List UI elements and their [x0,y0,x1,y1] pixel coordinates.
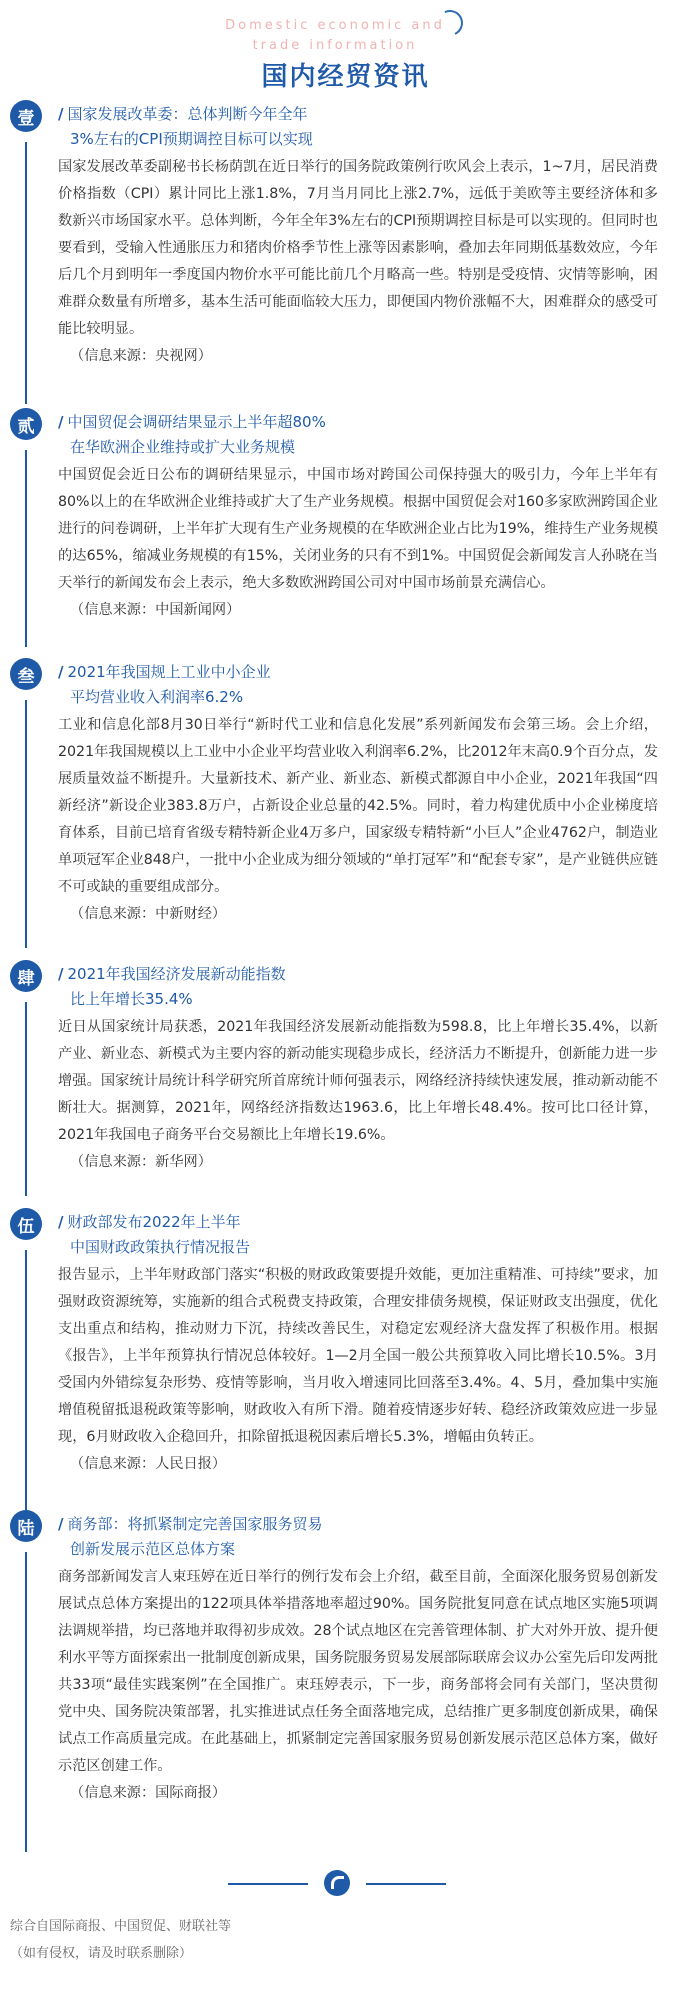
timeline-line [25,1002,27,1196]
timeline-line [25,450,27,647]
section-body-text: 工业和信息化部8月30日举行“新时代工业和信息化发展”系列新闻发布会第三场。会上介绍，2021年我国规模以上工业中小企业平均营业收入利润率6.2%，比2012年末高0.9个百分点，发展质量效益不断提升。大量新技术、新产业、新业态、新模式都源自中小企业，2021年我国“四新经济”新设企业383.8万户，占新设企业总量的42.5%。同时，着力构建优质中小企业梯度培育体系，目前已培育省级专精特新企业4万多户，国家级专精特新“小巨人”企业4762户，制造业单项冠军企业848户，一批中小企业成为细分领域的“单打冠军”和“配套专家”，是产业链供应链不可或缺的重要组成部分。 [58,717,658,895]
section-title: / 2021年我国规上工业中小企业 平均营业收入利润率6.2% [58,660,271,710]
section-body [58,462,658,624]
section-title: / 中国贸促会调研结果显示上半年超80% 在华欧洲企业维持或扩大业务规模 [58,410,326,460]
section-title-line1: 2021年我国规上工业中小企业 [67,663,271,681]
timeline-line [25,1250,27,1522]
section-number-badge: 陆 [10,1510,42,1542]
section-body [58,1564,658,1807]
header-english-text: Domestic economic and trade information [225,18,445,53]
section-number-badge: 叁 [10,658,42,690]
section-title-line1: 商务部：将抓紧制定完善国家服务贸易 [67,1515,323,1533]
section-title-line1: 财政部发布2022年上半年 [67,1213,241,1231]
section-source: （信息来源：新华网） [70,1154,212,1170]
section-title-line1: 2021年我国经济发展新动能指数 [67,965,286,983]
section-body-text: 商务部新闻发言人束珏婷在近日举行的例行发布会上介绍，截至目前，全面深化服务贸易创新发展试点总体方案提出的122项具体举措落地率超过90%。国务院批复同意在试点地区实施5项调法调规举措，均已落地并取得初步成效。28个试点地区在完善管理体制、扩大对外开放、提升便利水平等方面探索出一批制度创新成果，国务院服务贸易发展部际联席会议办公室先后印发两批共33项“最佳实践案例”在全国推广。束珏婷表示，下一步，商务部将会同有关部门，坚决贯彻党中央、国务院决策部署，扎实推进试点任务全面落地完成，总结推广更多制度创新成果，确保试点工作高质量完成。在此基础上，抓紧制定完善国家服务贸易创新发展示范区总体方案，做好示范区创建工作。 [58,1569,658,1774]
section-source: （信息来源：中国新闻网） [70,602,241,618]
section-body-text: 国家发展改革委副秘书长杨荫凯在近日举行的国务院政策例行吹风会上表示，1~7月，居民消费价格指数（CPI）累计同比上涨1.8%，7月当月同比上涨2.7%，远低于美欧等主要经济体和多数新兴市场国家水平。总体判断，今年全年3%左右的CPI预期调控目标是可以实现的。但同时也要看到，受输入性通胀压力和猪肉价格季节性上涨等因素影响，叠加去年同期低基数效应，今年后几个月到明年一季度国内物价水平可能比前几个月略高一些。特别是受疫情、灾情等影响，困难群众数量有所增多，基本生活可能面临较大压力，即便国内物价涨幅不大，困难群众的感受可能比较明显。 [58,159,658,337]
section-title-line2: 比上年增长35.4% [70,990,193,1008]
footer-sources: 综合自国际商报、中国贸促、财联社等 [10,1919,232,1934]
section-title-line2: 中国财政政策执行情况报告 [70,1238,251,1256]
section-number-badge: 贰 [10,408,42,440]
section-title-line1: 中国贸促会调研结果显示上半年超80% [67,413,326,431]
footer-divider-left [228,1883,308,1885]
section-title: / 国家发展改革委：总体判断今年全年 3%左右的CPI预期调控目标可以实现 [58,102,313,152]
section-body [58,712,658,928]
section-title: / 财政部发布2022年上半年 中国财政政策执行情况报告 [58,1210,250,1260]
section-source: （信息来源：国际商报） [70,1785,227,1801]
section-body [58,1262,658,1478]
section-number-badge: 伍 [10,1208,42,1240]
section-body-text: 近日从国家统计局获悉，2021年我国经济发展新动能指数为598.8，比上年增长35.4%，以新产业、新业态、新模式为主要内容的新动能实现稳步成长，经济活力不断提升，创新能力进一步增强。国家统计局统计科学研究所首席统计师何强表示，网络经济持续快速发展，推动新动能不断壮大。据测算，2021年，网络经济指数达1963.6，比上年增长48.4%。按可比口径计算，2021年我国电子商务平台交易额比上年增长19.6%。 [58,1019,658,1143]
section-title-line2: 平均营业收入利润率6.2% [70,688,244,706]
section-title-line2: 在华欧洲企业维持或扩大业务规模 [70,438,296,456]
section-title: / 商务部：将抓紧制定完善国家服务贸易 创新发展示范区总体方案 [58,1512,323,1562]
section-source: （信息来源：央视网） [70,348,212,364]
footer-copyright-note: （如有侵权，请及时联系删除） [10,1946,193,1961]
timeline-line [25,142,27,404]
section-body-text: 报告显示，上半年财政部门落实“积极的财政政策要提升效能，更加注重精准、可持续”要求，加强财政资源统筹，实施新的组合式税费支持政策，合理安排债务规模，保证财政支出强度，优化支出重点和结构，推动财力下沉，持续改善民生，对稳定宏观经济大盘发挥了积极作用。根据《报告》，上半年预算执行情况总体较好。1—2月全国一般公共预算收入同比增长10.5%。3月受国内外错综复杂形势、疫情等影响，当月收入增速同比回落至3.4%。4、5月，叠加集中实施增值税留抵退税政策等影响，财政收入有所下滑。随着疫情逐步好转、稳经济政策效应进一步显现，6月财政收入企稳回升，扣除留抵退税因素后增长5.3%，增幅由负转正。 [58,1267,658,1445]
section-title-line2: 创新发展示范区总体方案 [70,1540,236,1558]
timeline-line [25,1552,27,1852]
section-source: （信息来源：中新财经） [70,906,227,922]
timeline-line [25,700,27,948]
footer-divider-right [366,1883,446,1885]
page-title: 国内经贸资讯 [261,62,430,92]
section-number-badge: 壹 [10,100,42,132]
section-title-line1: 国家发展改革委：总体判断今年全年 [67,105,308,123]
section-title-line2: 3%左右的CPI预期调控目标可以实现 [70,130,313,148]
header [0,0,691,92]
section-body-text: 中国贸促会近日公布的调研结果显示，中国市场对跨国公司保持强大的吸引力，今年上半年有80%以上的在华欧洲企业维持或扩大了生产业务规模。根据中国贸促会对160多家欧洲跨国企业进行的问卷调研，上半年扩大现有生产业务规模的在华欧洲企业占比为19%，维持生产业务规模的达65%，缩减业务规模的有15%，关闭业务的只有不到1%。中国贸促会新闻发言人孙晓在当天举行的新闻发布会上表示，绝大多数欧洲跨国公司对中国市场前景充满信心。 [58,467,658,591]
section-body [58,1014,658,1176]
section-source: （信息来源：人民日报） [70,1456,227,1472]
footer-logo-icon [324,1870,350,1896]
section-number-badge: 肆 [10,960,42,992]
section-title: / 2021年我国经济发展新动能指数 比上年增长35.4% [58,962,286,1012]
section-body [58,154,658,370]
